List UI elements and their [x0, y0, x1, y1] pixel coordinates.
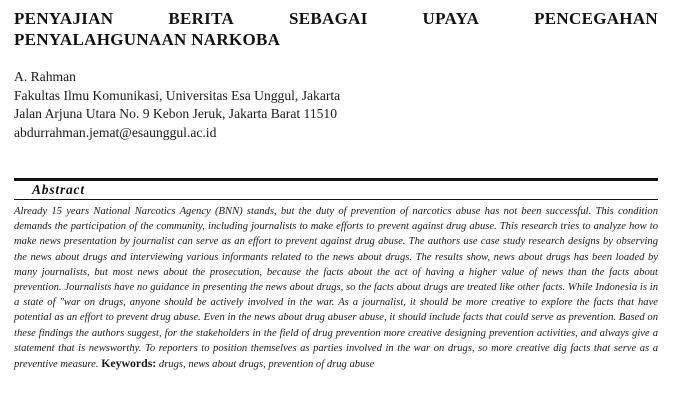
author-affiliation: Fakultas Ilmu Komunikasi, Universitas Esa Unggul, Jakarta	[14, 87, 341, 103]
abstract-heading: Abstract	[32, 182, 85, 197]
keywords-list: drugs, news about drugs, prevention of drug abuse	[158, 359, 375, 371]
author-name: A. Rahman	[14, 69, 76, 84]
author-email: abdurrahman.jemat@esaunggul.ac.id	[14, 124, 217, 140]
title-word: PENCEGAHAN	[534, 9, 658, 28]
title-line-2: PENYALAHGUNAAN NARKOBA	[14, 30, 281, 49]
title-word: UPAYA	[422, 9, 480, 28]
abstract-body: Already 15 years National Narcotics Agency (BNN) stands, but the duty of prevention of narcotics abuse has not been successful. This condition demands the participation of the community, including journalists to make efforts to prevent against drug abuse. This research tries to analyze how to make news presentation by journalist can serve as an effort to prevent against drug abuse. The authors use case study research designs by observing the news about drugs and interviewing various informants related to the news about drugs. The results show, news about drugs has been loaded by many journalists, but most news about the prosecution, because the facts about the act of having a higher value of news than the facts about prevention. Journalists have no guidance in presenting the news about drugs, so the facts about drugs are treated like other facts. While Indonesia is in a state of "war on drugs, anyone should be actively involved in the war. As a journalist, it should be more creative to explore the facts that have potential as an effort to prevent drug abuse. Even in the news about drug abuser abuse, it should include facts that could serve as prevention. Based on these findings the authors suggest, for the stakeholders in the field of drug prevention more creative designing prevention activities, and always give a statement that is newsworthy. To reporters to position themselves as parties involved in the war on drugs, so more creative dig facts that serve as a preventive measure.	[14, 206, 658, 371]
abstract-heading-bar	[14, 181, 658, 201]
abstract-text	[14, 204, 658, 372]
author-block	[14, 68, 574, 142]
title-line-1	[14, 8, 658, 29]
keywords-label: Keywords:	[101, 356, 157, 371]
paper-title	[14, 8, 658, 50]
title-word: BERITA	[168, 9, 235, 28]
abstract-heading-rule	[14, 199, 658, 200]
title-word: PENYAJIAN	[14, 9, 114, 28]
title-word: SEBAGAI	[288, 9, 368, 28]
author-address: Jalan Arjuna Utara No. 9 Kebon Jeruk, Jakarta Barat 11510	[14, 106, 338, 121]
